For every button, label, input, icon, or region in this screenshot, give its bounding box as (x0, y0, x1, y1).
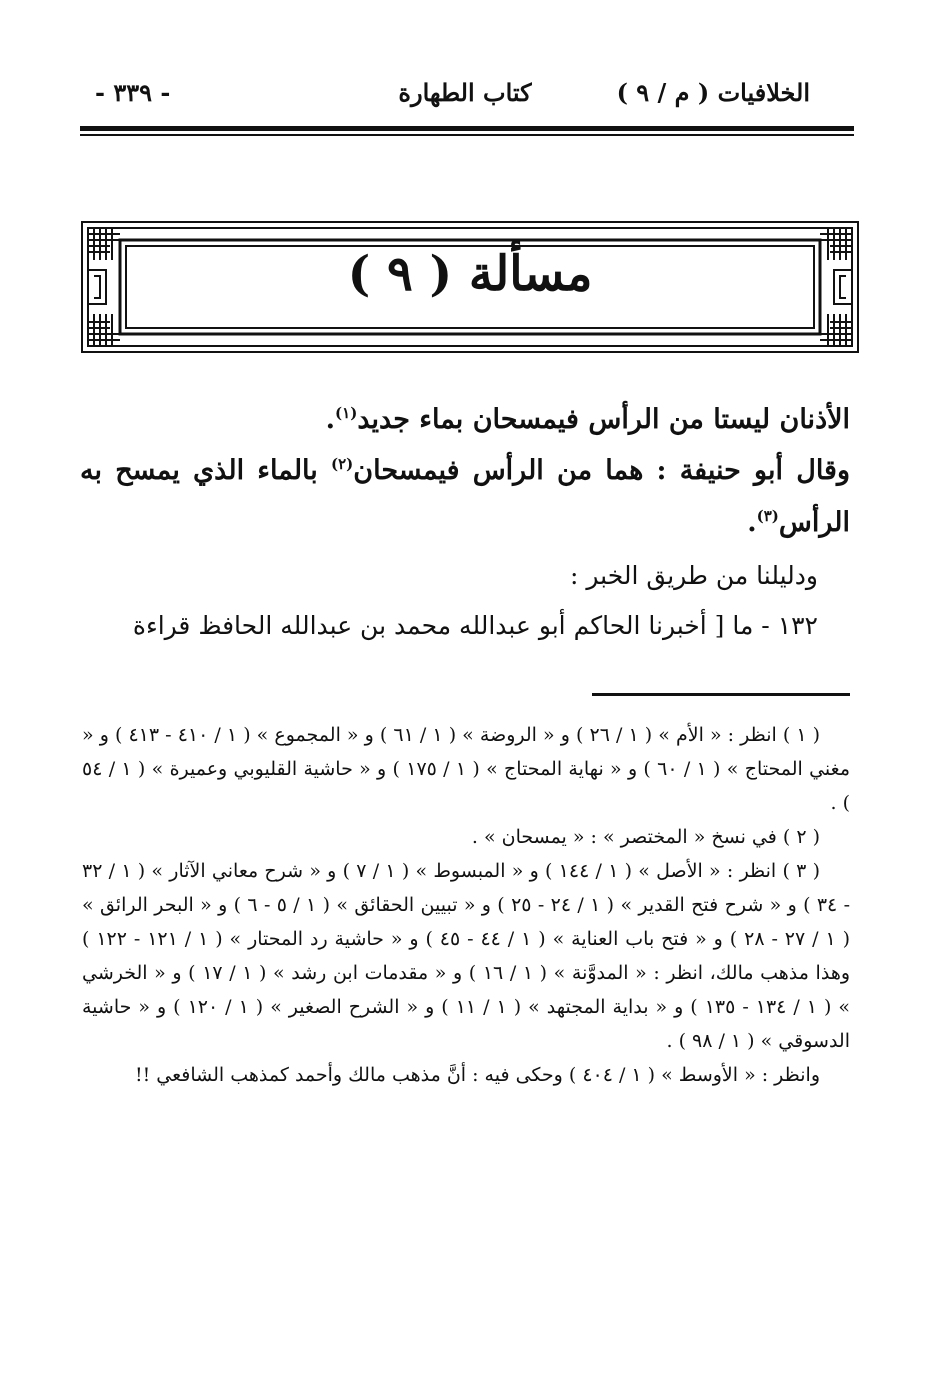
footnote-3 (82, 854, 850, 1058)
footnote-separator (592, 693, 850, 696)
p2-text-a: وقال أبو حنيفة : هما من الرأس فيمسحان (353, 455, 850, 486)
footnote-1-text: ( ١ ) انظر : « الأم » ( ١ / ٢٦ ) و « الروضة » ( ١ / ٦١ ) و « المجموع » ( ١ / ٤١٠ - ٤١٣ ) و « مغني المحتاج » ( ١ / ٦٠ ) و « نهاية المحتاج » ( ١ / ١٧٥ ) و « حاشية القليوبي وعميرة » ( ١ / ٥٤ ) . (82, 724, 851, 814)
footnote-3b-text: وانظر : « الأوسط » ( ١ / ٤٠٤ ) وحكى فيه : أنَّ مذهب مالك وأحمد كمذهب الشافعي !! (134, 1064, 820, 1086)
footnote-2-text: ( ٢ ) في نسخ « المختصر » : « يمسحان » . (471, 826, 820, 848)
paragraph-2 (80, 445, 850, 549)
footnote-ref-3: (٣) (756, 507, 779, 525)
header-chapter-title: كتاب الطهارة (398, 78, 532, 107)
footnote-ref-1: (١) (335, 404, 358, 422)
p2-end: . (747, 507, 757, 538)
footnotes (82, 718, 850, 1092)
paragraph-3: ودليلنا من طريق الخبر : (570, 561, 818, 590)
footnote-ref-2: (٢) (331, 455, 354, 473)
p2-text-b: بالماء الذي يمسح به الرأس (80, 455, 850, 538)
paragraph-1 (80, 395, 850, 445)
footnote-3-text: ( ٣ ) انظر : « الأصل » ( ١ / ١٤٤ ) و « المبسوط » ( ١ / ٧ ) و « شرح معاني الآثار » ( ١ / ٣٢ - ٣٤ ) و « شرح فتح القدير » ( ١ / ٢٤ - ٢٥ ) و « تبيين الحقائق » ( ١ / ٥ - ٦ ) و « البحر الرائق » ( ١ / ٢٧ - ٢٨ ) و « فتح باب العناية » ( ١ / ٤٤ - ٤٥ ) و « حاشية رد المحتار » ( ١ / ١٢١ - ١٢٢ ) وهذا مذهب مالك، انظر : « المدوَّنة » ( ١ / ١٦ ) و « مقدمات ابن رشد » ( ١ / ١٧ ) و « الخرشي » ( ١ / ١٣٤ - ١٣٥ ) و « بداية المجتهد » ( ١ / ١١ ) و « الشرح الصغير » ( ١ / ١٢٠ ) و « حاشية الدسوقي » ( ١ / ٩٨ ) . (82, 860, 851, 1052)
header-rule-thick (80, 126, 854, 131)
p1-text: الأذنان ليستا من الرأس فيمسحان بماء جديد (357, 404, 850, 435)
running-header (95, 78, 810, 118)
page-number: - ٣٣٩ - (95, 78, 171, 107)
footnote-2 (82, 820, 850, 854)
main-text (80, 395, 850, 649)
footnote-3-continued (82, 1058, 850, 1092)
title-frame (80, 220, 860, 354)
section-title: مسألة ( ٩ ) (347, 246, 593, 302)
footnote-1 (82, 718, 850, 820)
paragraph-4: ١٣٢ - ما [ أخبرنا الحاكم أبو عبدالله محمد بن عبدالله الحافظ قراءة (132, 611, 818, 640)
header-book-part: الخلافيات ( م / ٩ ) (616, 78, 810, 107)
header-rule-thin (80, 134, 854, 136)
p1-end: . (325, 404, 336, 435)
